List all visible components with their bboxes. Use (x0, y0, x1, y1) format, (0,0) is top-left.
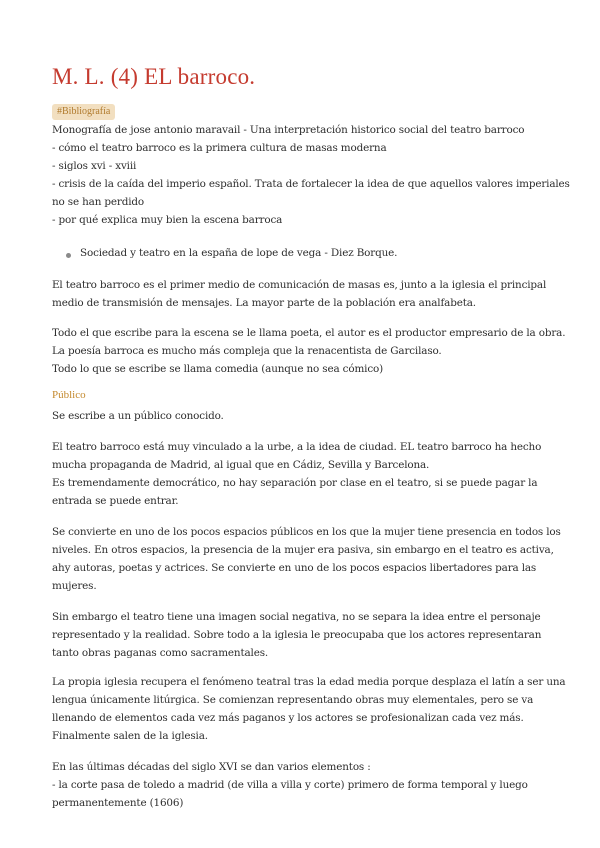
page-title: M. L. (4) EL barroco. (52, 64, 256, 89)
paragraph-line: La poesía barroca es mucho más compleja que la renacentista de Garcilaso. (52, 345, 442, 357)
paragraph-line: Finalmente salen de la iglesia. (52, 730, 208, 742)
bullet-item: Sociedad y teatro en la españa de lope de vega - Diez Borque. (80, 247, 398, 259)
paragraph-line: Sin embargo el teatro tiene una imagen social negativa, no se separa la idea entre el personaje (52, 611, 541, 623)
paragraph-line: Se escribe a un público conocido. (52, 410, 224, 422)
paragraph-line: niveles. En otros espacios, la presencia de la mujer era pasiva, sin embargo en el teatro es activa, (52, 544, 554, 556)
paragraph-line: llenando de elementos cada vez más paganos y los actores se profesionalizan cada vez más. (52, 712, 524, 724)
bibliography-tag[interactable]: #Bibliografía (52, 104, 115, 120)
paragraph-line: ahy autoras, poetas y actrices. Se convierte en uno de los pocos espacios libertadores para las (52, 562, 537, 574)
bullet-icon (66, 253, 71, 258)
paragraph-line: El teatro barroco es el primer medio de comunicación de masas es, junto a la iglesia el principal (52, 279, 547, 291)
paragraph-line: En las últimas décadas del siglo XVI se dan varios elementos : (52, 761, 371, 773)
paragraph-line: Todo lo que se escribe se llama comedia (aunque no sea cómico) (52, 363, 384, 375)
biblio-line: no se han perdido (52, 196, 145, 208)
biblio-line: - siglos xvi - xviii (52, 160, 137, 172)
paragraph-line: permanentemente (1606) (52, 797, 184, 809)
biblio-line: Monografía de jose antonio maravail - Una interpretación historico social del teatro barroco (52, 124, 525, 136)
paragraph-line: lengua únicamente litúrgica. Se comienzan representando obras muy elementales, pero se va (52, 694, 534, 706)
paragraph-line: El teatro barroco está muy vinculado a la urbe, a la idea de ciudad. EL teatro barroco ha hecho (52, 441, 542, 453)
paragraph-line: entrada se puede entrar. (52, 495, 179, 507)
paragraph-line: Es tremendamente democrático, no hay separación por clase en el teatro, si se puede pagar la (52, 477, 538, 489)
paragraph-line: La propia iglesia recupera el fenómeno teatral tras la edad media porque desplaza el latín a ser una (52, 676, 566, 688)
biblio-line: - por qué explica muy bien la escena barroca (52, 214, 283, 226)
paragraph-line: medio de transmisión de mensajes. La mayor parte de la población era analfabeta. (52, 297, 476, 309)
paragraph-line: mujeres. (52, 580, 97, 592)
paragraph-line: Todo el que escribe para la escena se le llama poeta, el autor es el productor empresario de la obra. (52, 327, 566, 339)
paragraph-line: Se convierte en uno de los pocos espacios públicos en los que la mujer tiene presencia en todos los (52, 526, 561, 538)
biblio-line: - cómo el teatro barroco es la primera cultura de masas moderna (52, 142, 387, 154)
biblio-line: - crisis de la caída del imperio español. Trata de fortalecer la idea de que aquellos valores imperiales (52, 178, 570, 190)
paragraph-line: - la corte pasa de toledo a madrid (de villa a villa y corte) primero de forma temporal y luego (52, 779, 528, 791)
paragraph-line: representado y la realidad. Sobre todo a la iglesia le preocupaba que los actores representaran (52, 629, 542, 641)
paragraph-line: mucha propaganda de Madrid, al igual que en Cádiz, Sevilla y Barcelona. (52, 459, 430, 471)
paragraph-line: tanto obras paganas como sacramentales. (52, 647, 269, 659)
section-heading: Público (52, 389, 86, 401)
